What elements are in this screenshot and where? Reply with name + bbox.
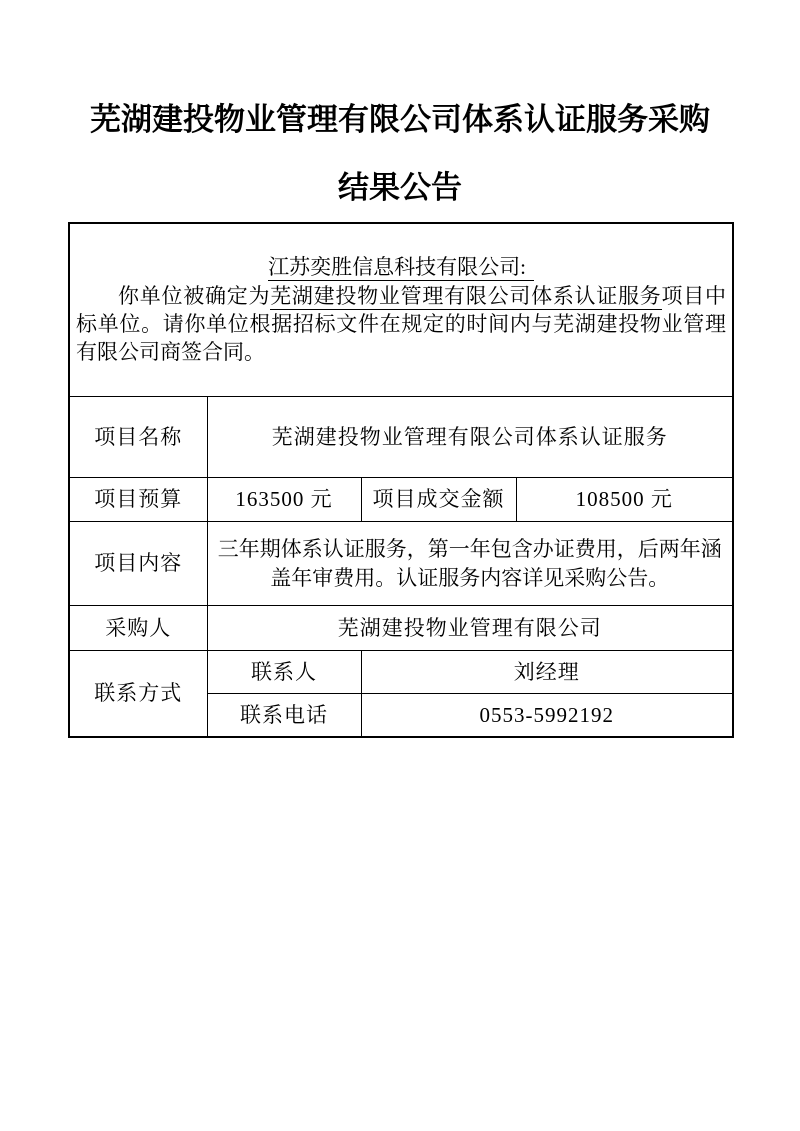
notice-paragraph: [76, 282, 726, 367]
project-name-value-cell: 芜湖建投物业管理有限公司体系认证服务: [207, 397, 733, 478]
notice-text-prefix: 你单位被确定为: [118, 283, 271, 308]
recipient-name: 江苏奕胜信息科技有限公司:: [268, 255, 534, 281]
deal-amount-value-cell: 108500 元: [516, 478, 733, 522]
purchaser-label-cell: 采购人: [69, 606, 207, 651]
contact-method-label-cell: 联系方式: [69, 651, 207, 738]
deal-amount-label-cell: 项目成交金额: [361, 478, 516, 522]
purchaser-value-cell: 芜湖建投物业管理有限公司: [207, 606, 733, 651]
project-content-label-cell: 项目内容: [69, 522, 207, 606]
page-title: [0, 0, 800, 222]
title-line-2: 结果公告: [338, 170, 462, 205]
project-content-row: [69, 522, 733, 606]
intro-cell: [69, 223, 733, 397]
contact-person-row: [69, 651, 733, 694]
contact-phone-value-cell: 0553-5992192: [361, 694, 733, 738]
purchaser-row: [69, 606, 733, 651]
awarded-project-name: 芜湖建投物业管理有限公司体系认证服务: [270, 283, 662, 308]
contact-phone-label-cell: 联系电话: [207, 694, 361, 738]
project-name-row: [69, 397, 733, 478]
contact-person-value-cell: 刘经理: [361, 651, 733, 694]
budget-row: [69, 478, 733, 522]
project-name-label-cell: 项目名称: [69, 397, 207, 478]
contact-person-label-cell: 联系人: [207, 651, 361, 694]
title-line-1: 芜湖建投物业管理有限公司体系认证服务采购: [90, 102, 710, 137]
recipient-line: [76, 253, 726, 281]
budget-label-cell: 项目预算: [69, 478, 207, 522]
budget-value-cell: 163500 元: [207, 478, 361, 522]
project-content-value-cell: 三年期体系认证服务，第一年包含办证费用，后两年涵盖年审费用。认证服务内容详见采购公告。: [207, 522, 733, 606]
notice-text-suffix: 项目中标单位。请你单位根据招标文件在规定的时间内与芜湖建投物业管理有限公司商签合同。: [76, 283, 727, 365]
intro-row: [69, 223, 733, 397]
announcement-table: [68, 222, 734, 738]
